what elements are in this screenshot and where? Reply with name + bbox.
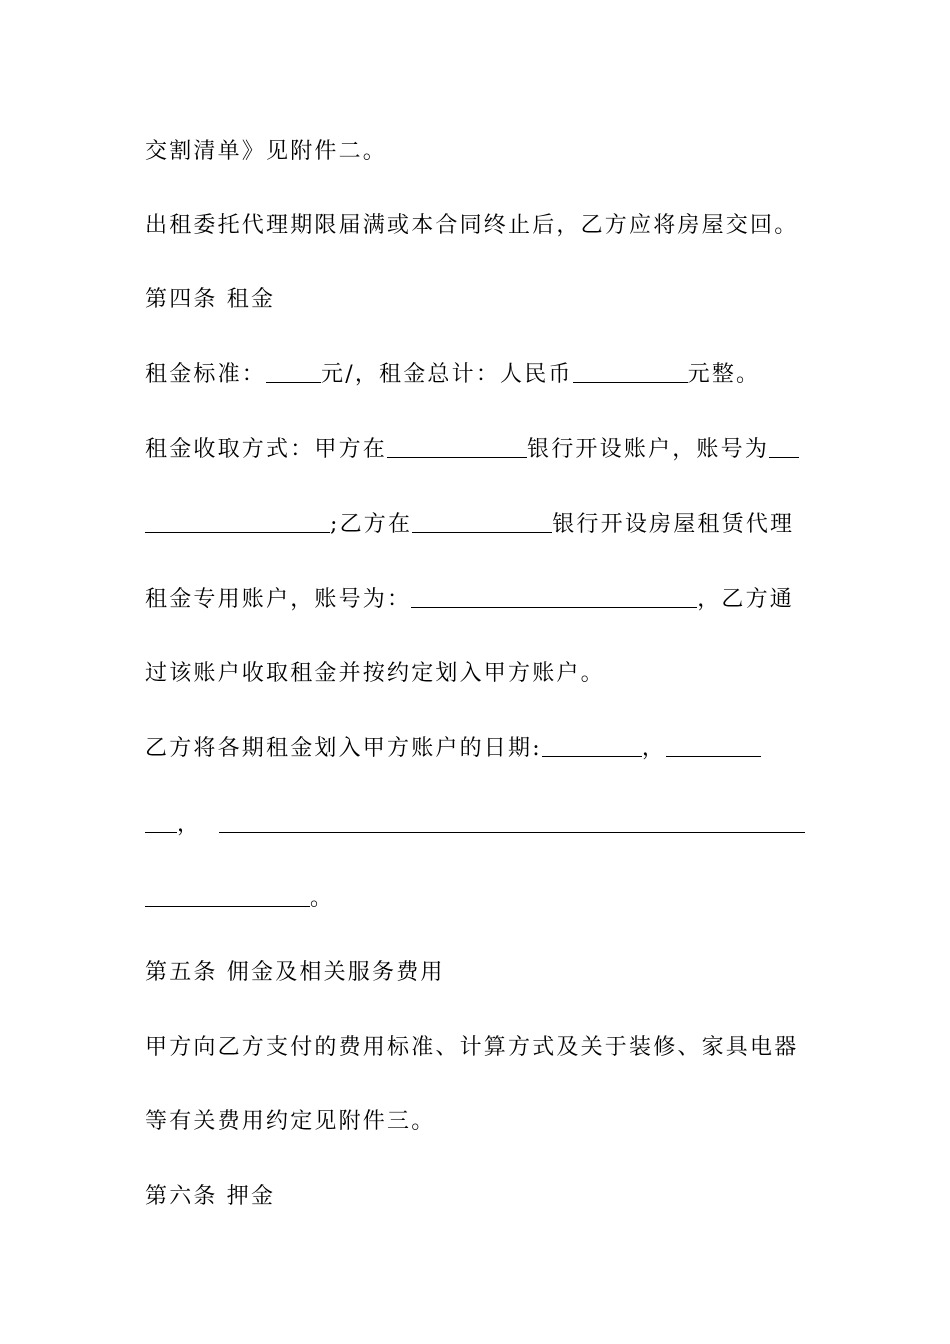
line-text: 等有关费用约定见附件三。 xyxy=(145,1109,436,1134)
fill-in-blank xyxy=(411,587,697,608)
paragraph-line xyxy=(145,654,807,694)
paragraph-line xyxy=(145,1028,807,1068)
section-heading-text: 第五条 佣金及相关服务费用 xyxy=(145,960,445,985)
line-text: 租金收取方式：甲方在 xyxy=(145,437,388,462)
line-text: 出租委托代理期限届满或本合同终止后，乙方应将房屋交回。 xyxy=(145,213,799,238)
paragraph-line xyxy=(145,206,807,246)
paragraph-line xyxy=(145,430,807,470)
line-text: 甲方向乙方支付的费用标准、计算方式及关于装修、家具电器 xyxy=(145,1035,799,1060)
paragraph-line xyxy=(145,1102,807,1142)
fill-in-blank xyxy=(219,812,805,833)
paragraph-line xyxy=(145,879,807,919)
fill-in-blank xyxy=(145,512,330,533)
section-heading xyxy=(145,280,807,320)
line-text: 过该账户收取租金并按约定划入甲方账户。 xyxy=(145,661,605,686)
fill-in-blank xyxy=(266,362,321,383)
line-text: 租金专用账户，账号为： xyxy=(145,587,412,612)
paragraph-line xyxy=(145,580,807,620)
line-text: ， xyxy=(177,812,202,837)
line-text: ;乙方在 xyxy=(330,512,413,537)
paragraph-line xyxy=(145,505,807,545)
fill-in-blank xyxy=(412,512,552,533)
line-text: 租金标准： xyxy=(145,362,267,387)
paragraph-line xyxy=(145,132,807,172)
line-text: 银行开设房屋租赁代理 xyxy=(552,512,795,537)
fill-in-blank xyxy=(145,886,310,907)
paragraph-line xyxy=(145,729,807,769)
line-text: ， xyxy=(641,736,667,761)
section-heading-text: 第四条 租金 xyxy=(145,287,276,312)
line-text: 元整。 xyxy=(687,362,761,387)
line-text: 交割清单》见附件二。 xyxy=(145,139,388,164)
section-heading xyxy=(145,953,807,993)
section-heading xyxy=(145,1177,807,1217)
line-text: ，乙方通 xyxy=(697,587,795,612)
fill-in-blank xyxy=(769,437,799,458)
fill-in-blank xyxy=(542,736,642,757)
paragraph-line xyxy=(145,805,807,845)
fill-in-blank xyxy=(666,736,761,757)
line-text: 元/，租金总计：人民币 xyxy=(321,362,573,387)
paragraph-line xyxy=(145,355,807,395)
section-heading-text: 第六条 押金 xyxy=(145,1184,276,1209)
line-text: 。 xyxy=(310,886,335,911)
fill-in-blank xyxy=(387,437,527,458)
line-text: 银行开设账户，账号为 xyxy=(527,437,770,462)
fill-in-blank xyxy=(145,812,177,833)
fill-in-blank xyxy=(573,362,688,383)
line-text: 乙方将各期租金划入甲方账户的日期: xyxy=(145,736,542,761)
